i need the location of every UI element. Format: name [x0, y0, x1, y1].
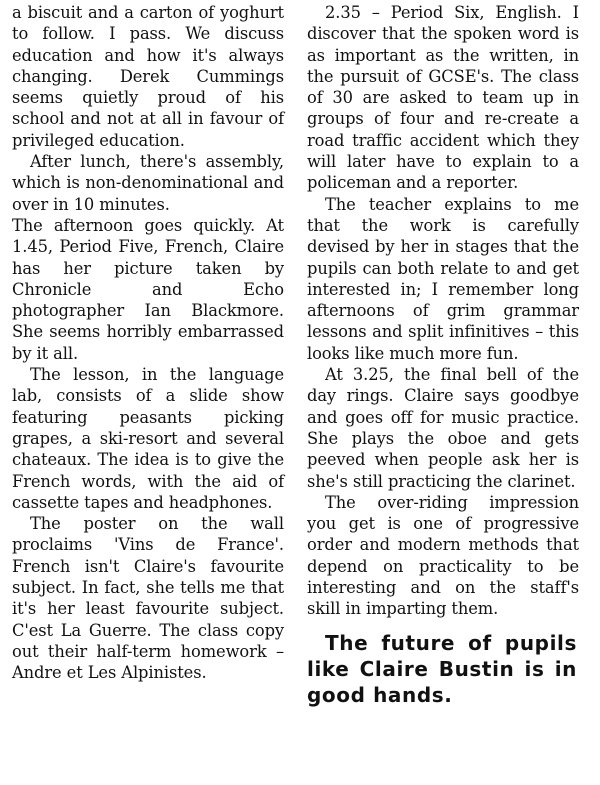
article-paragraph: The over-riding impression you get is one of progressive order and modern methods that depend on practicality to be interesting and on the staff's skill in imparting them. — [307, 492, 579, 619]
article-left-column — [12, 2, 284, 684]
article-paragraph: The teacher explains to me that the work is carefully devised by her in stages that the pupils can both relate to and get interested in; I remember long afternoons of grim grammar lessons and split infinitives – this looks like much more fun. — [307, 194, 579, 363]
article-paragraph: 2.35 – Period Six, English. I discover that the spoken word is as important as the written, in the pursuit of GCSE's. The class of 30 are asked to team up in groups of four and re-create a road traffic accident which they will later have to explain to a policeman and a reporter. — [307, 3, 579, 193]
article-paragraph: The lesson, in the language lab, consists of a slide show featuring peasants picking grapes, a ski-resort and several chateaux. The idea is to give the French words, with the aid of cassette tapes and headphones. — [12, 365, 284, 512]
article-paragraph: At 3.25, the final bell of the day rings. Claire says goodbye and goes off for music practice. She plays the oboe and gets peeved when people ask her is she's still practicing the clarinet. — [307, 365, 579, 491]
article-paragraph: a biscuit and a carton of yoghurt to follow. I pass. We discuss education and how it's always changing. Derek Cummings seems quietly proud of his school and not at all in favour of privileged education. — [12, 3, 284, 150]
article-paragraph: The afternoon goes quickly. At 1.45, Period Five, French, Claire has her picture taken by Chronicle and Echo photographer Ian Blackmore. She seems horribly embarrassed by it all. — [12, 215, 284, 363]
closing-headline: The future of pupils like Claire Bustin is in good hands. — [307, 630, 577, 707]
article-paragraph: The poster on the wall proclaims 'Vins de France'. French isn't Claire's favourite subject. In fact, she tells me that it's her least favourite subject. C'est La Guerre. The class copy out their half-term homework – Andre et Les Alpinistes. — [12, 514, 284, 683]
article-right-column — [307, 2, 579, 708]
article-paragraph: After lunch, there's assembly, which is non-denominational and over in 10 minutes. — [12, 152, 284, 214]
